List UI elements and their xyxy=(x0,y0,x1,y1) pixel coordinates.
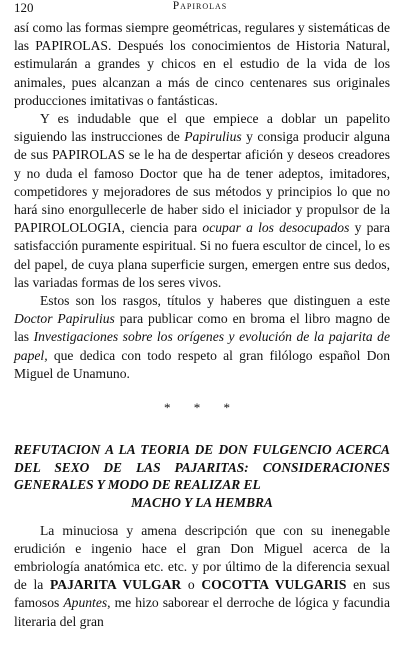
paragraph-2-italic-2: ocupar a los desocupados xyxy=(202,220,350,236)
paragraph-1-text: así como las formas siempre geométricas, regulares y sistemáticas de las PAPIROLAS. Después los conocimientos de Historia Natural, estimularán a grandes y chicos en el estudio de la vida de los animales, pues alcanzan a más de cinco centenares sus originales producciones imitativas o fantásticas. xyxy=(14,20,390,108)
section-heading xyxy=(14,441,390,511)
paragraph-2-text-3: y para satisfacción puramente espiritual. Si no fuera escultor de cincel, lo es del papel, de cuya plana superficie surgen, emergen entre sus dedos, las variadas formas de los seres vivos. xyxy=(14,220,390,290)
paragraph-3-text-2: para publicar como en broma el libro magno de las xyxy=(14,311,390,345)
page-number: 120 xyxy=(14,0,34,15)
paragraph-3 xyxy=(14,292,390,383)
paragraph-4-bold-2: COCOTTA VULGARIS xyxy=(201,577,347,593)
paragraph-4-text-4: , me hizo saborear el derroche de lógica y facundia literaria del gran xyxy=(14,595,390,629)
paragraph-2 xyxy=(14,110,390,292)
page-body xyxy=(14,19,390,631)
paragraph-4-italic-1: Apuntes xyxy=(63,595,108,611)
paragraph-3-italic-1: Doctor Papirulius xyxy=(14,311,115,327)
paragraph-4-text-3: en sus famosos xyxy=(14,577,390,611)
paragraph-2-italic-1: Papirulius xyxy=(184,129,242,145)
paragraph-4-bold-1: PAJARITA VULGAR xyxy=(49,577,182,593)
paragraph-2-text-2: y consiga producir alguna de sus PAPIROLAS se le ha de despertar afición y deseos creadores y no duda el famoso Doctor que ha de tener adeptos, imitadores, competidores y mejoradores de sus métodos y principios lo que no hará sino enorgullecerle de haber sido el iniciador y propulsor de la PAPIROLOLOGIA, ciencia para xyxy=(14,129,390,236)
paragraph-4-text-2: o xyxy=(181,577,202,593)
paragraph-3-italic-2: Investigaciones sobre los orígenes y evolución de la pajarita de papel, xyxy=(14,329,390,363)
paragraph-4-text-1: La minuciosa y amena descripción que con su inenegable erudición e ingenio hace el gran Don Miguel acerca de la embriología anatómica etc. etc. y por último de la diferencia sexual de la xyxy=(14,522,390,593)
running-head xyxy=(14,0,386,16)
section-heading-main: REFUTACION A LA TEORIA DE DON FULGENCIO ACERCA DEL SEXO DE LAS PAJARITAS: CONSIDERACIONES GENERALES Y MODO DE REALIZAR EL xyxy=(14,442,390,493)
running-title: Papirolas xyxy=(172,0,228,12)
section-ornament: * * * xyxy=(164,400,240,416)
paragraph-1 xyxy=(14,19,390,110)
section-heading-last-line: MACHO Y LA HEMBRA xyxy=(131,495,273,511)
paragraph-3-text-1: Estos son los rasgos, títulos y haberes que distinguen a este xyxy=(40,293,390,309)
paragraph-2-text-1: Y es indudable que el que empiece a doblar un papelito siguiendo las instrucciones de xyxy=(14,111,390,145)
paragraph-4 xyxy=(14,522,390,631)
paragraph-3-text-3: que dedica con todo respeto al gran filólogo español Don Miguel de Unamuno. xyxy=(14,347,390,381)
